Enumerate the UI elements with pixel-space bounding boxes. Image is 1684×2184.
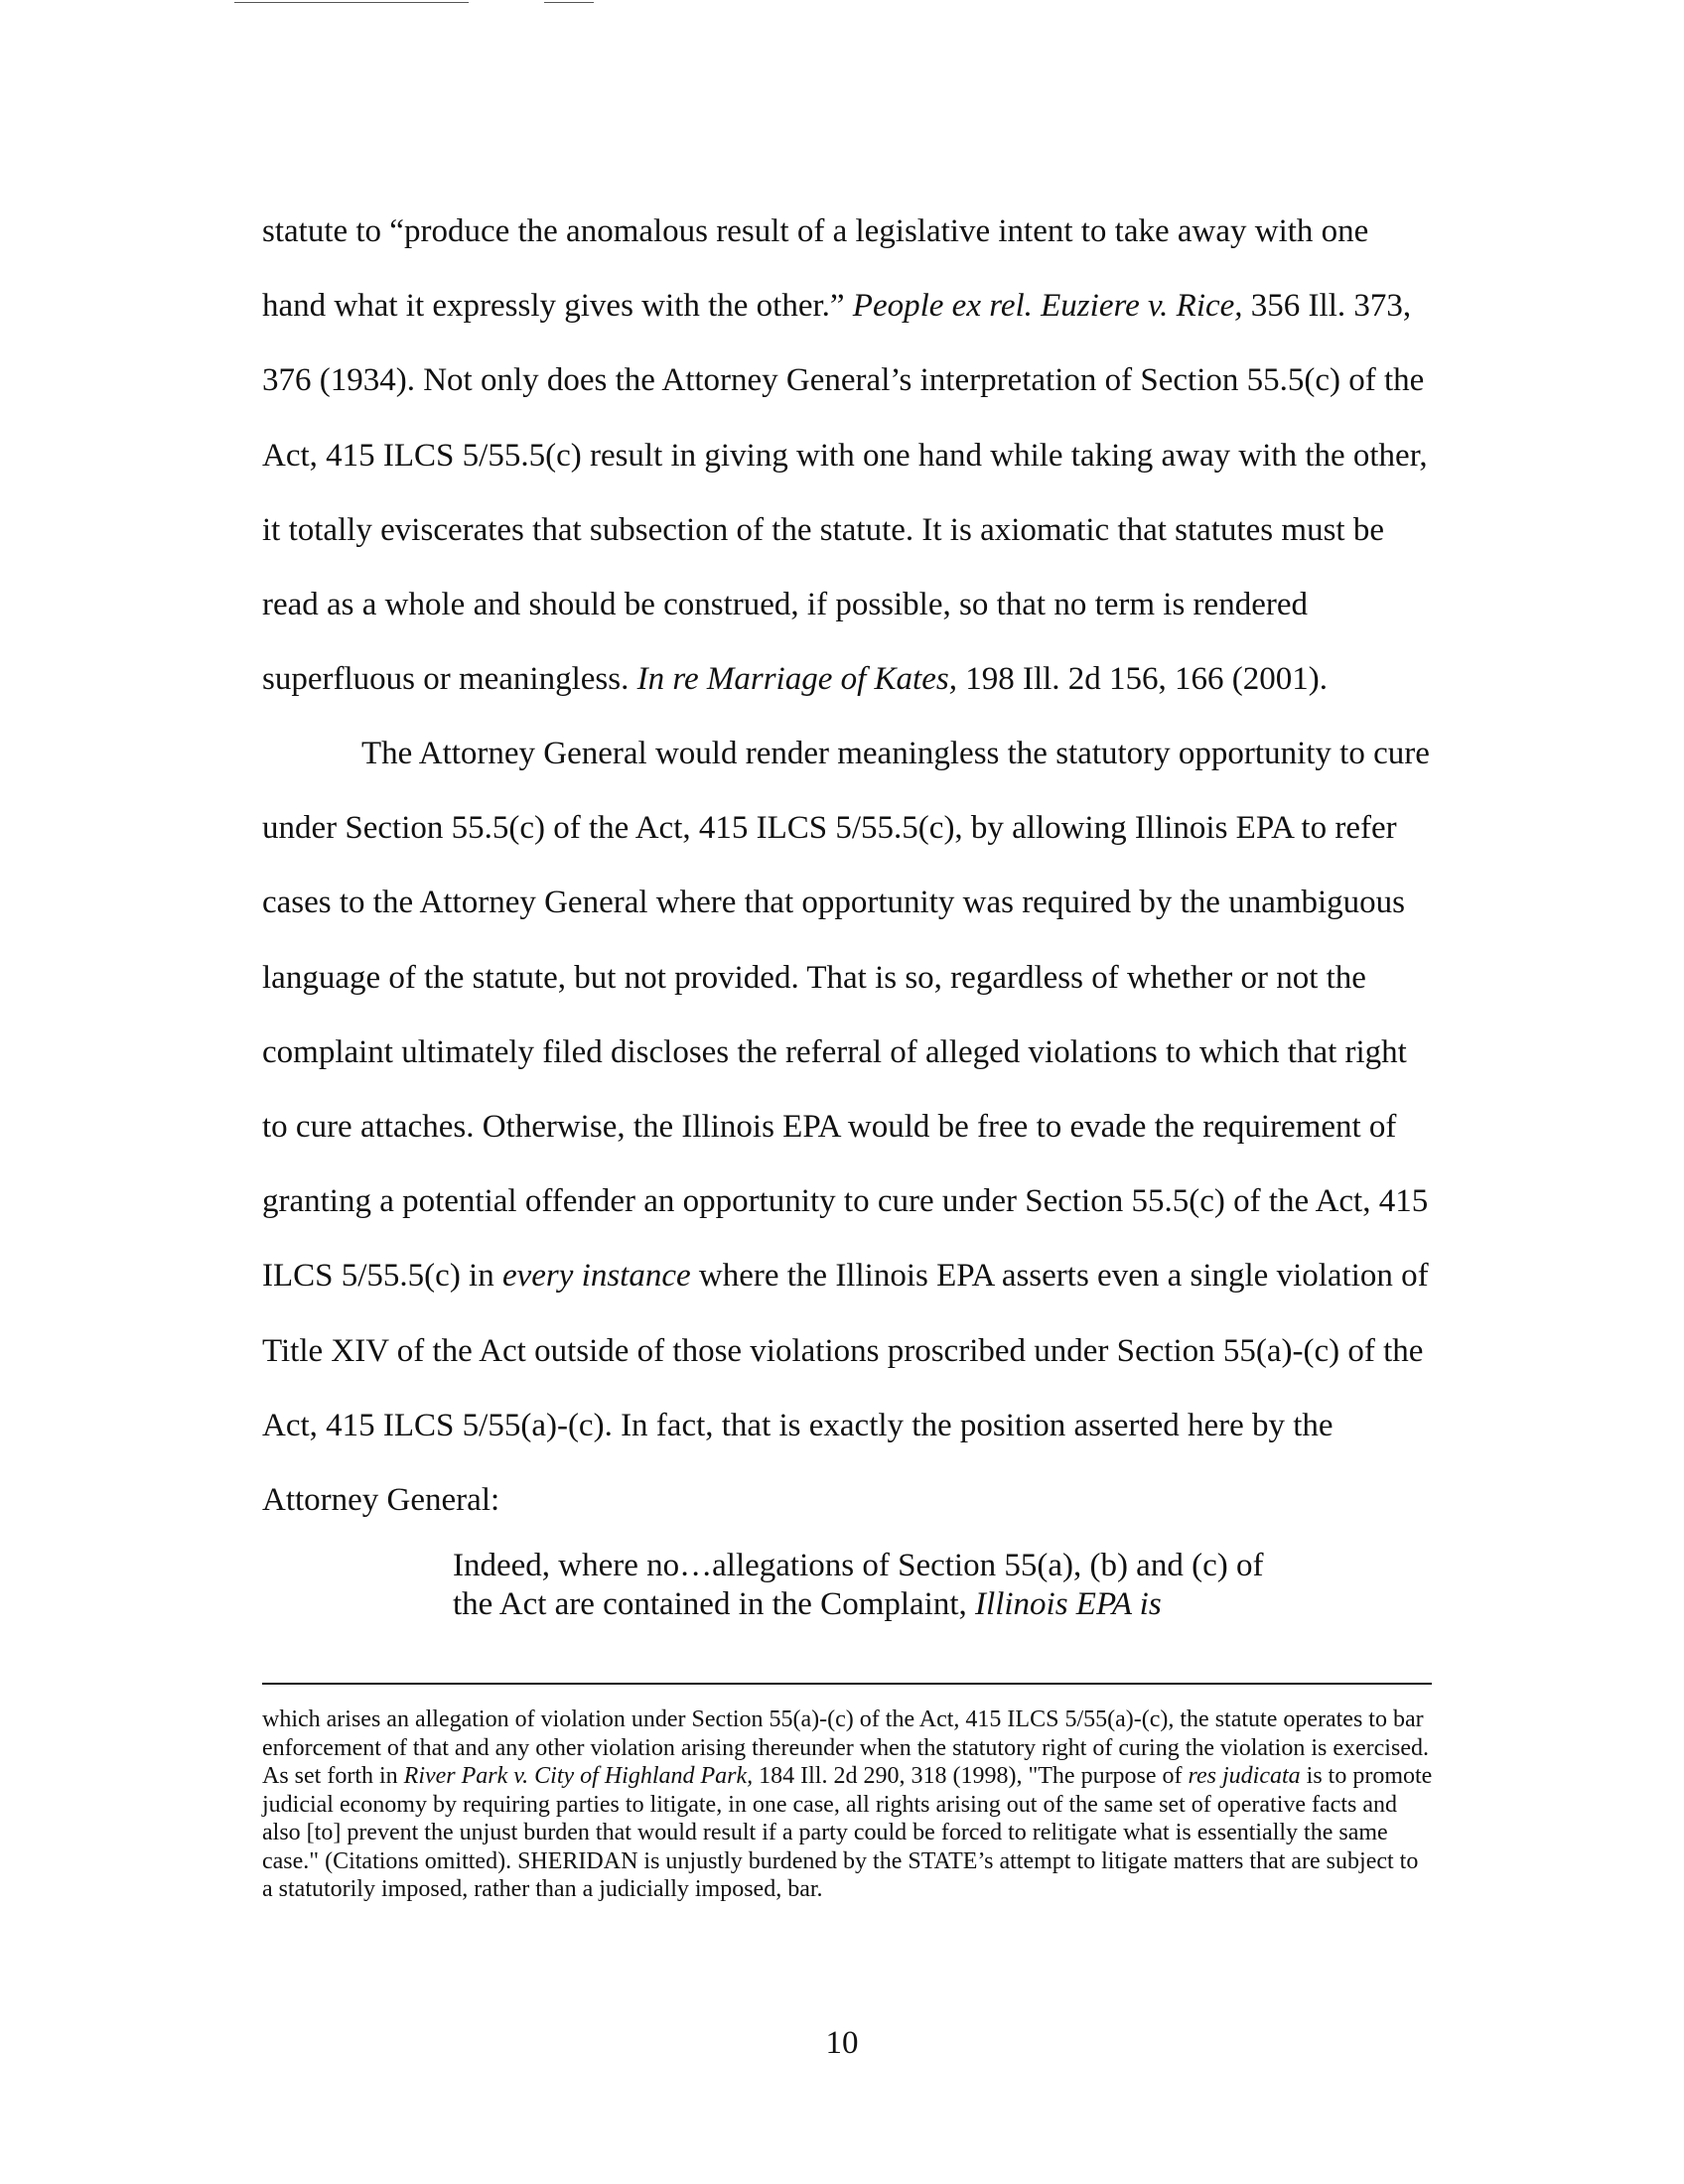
text-run: is to promote judicial economy by requiring parties to litigate, in one case, all rights arising out of the same set of operative facts and also [to] prevent the unjust burden that would result if a party could be forced to relitigate what is essentially the same case." (Citations omitted). SHERIDAN is unjustly burdened by the STATE’s attempt to litigate matters that are subject to a statutorily imposed, rather than a judicially imposed, bar. (262, 1763, 1433, 1902)
scan-artifact-line (544, 2, 594, 3)
text-run: 198 Ill. 2d 156, 166 (2001). (956, 661, 1329, 698)
case-citation: River Park v. City of Highland Park, (403, 1763, 754, 1789)
text-run: where the Illinois EPA asserts even a single violation of Title XIV of the Act outside of those violations proscribed under Section 55(a)-(c) of the Act, 415 ILCS 5/55(a)-(c). In fact, that is exactly the position asserted here by the Attorney General: (262, 1258, 1429, 1519)
case-citation: People ex rel. Euziere v. Rice, (852, 288, 1243, 325)
footnote-divider (262, 1683, 1432, 1685)
body-paragraph-2 (262, 717, 1434, 1538)
body-paragraph-1 (262, 195, 1434, 717)
footnote (262, 1706, 1434, 1904)
text-run: which arises an allegation of violation under Section 55(a)-(c) of the Act, 415 ILCS 5/55(a)-(c), the statute operates to bar enforcement of that and any other violation arising thereunder when the statutory right of curing the violation is exercised. As set forth in (262, 1706, 1429, 1789)
emphasis: every instance (501, 1258, 691, 1295)
block-quote (453, 1547, 1277, 1624)
scan-artifact-line (234, 2, 469, 3)
text-run: 356 Ill. 373, 376 (1934). Not only does the Attorney General’s interpretation of Section 55.5(c) of the Act, 415 ILCS 5/55.5(c) result in giving with one hand while taking away with the other, it totally eviscerates that subsection of the statute. It is axiomatic that statutes must be read as a whole and should be construed, if possible, so that no term is rendered superfluous or meaningless. (262, 288, 1428, 698)
page-number: 10 (825, 2025, 859, 2061)
text-run: statute to “produce the anomalous result of a legislative intent to take away with one hand what it expressly gives with the other.” (262, 213, 1369, 325)
emphasis: Illinois EPA is (975, 1586, 1162, 1622)
text-run: 184 Ill. 2d 290, 318 (1998), "The purpose of (753, 1763, 1189, 1789)
emphasis: res judicata (1188, 1763, 1301, 1789)
text-run: Indeed, where no…allegations of Section 55(a), (b) and (c) of the Act are contained in the Complaint, (453, 1548, 1264, 1622)
case-citation: In re Marriage of Kates, (636, 661, 957, 698)
text-run: The Attorney General would render meaningless the statutory opportunity to cure under Section 55.5(c) of the Act, 415 ILCS 5/55.5(c), by allowing Illinois EPA to refer cases to the Attorney General where that opportunity was required by the unambiguous language of the statute, but not provided. That is so, regardless of whether or not the complaint ultimately filed discloses the referral of alleged violations to which that right to cure attaches. Otherwise, the Illinois EPA would be free to evade the requirement of granting a potential offender an opportunity to cure under Section 55.5(c) of the Act, 415 ILCS 5/55.5(c) in (262, 736, 1430, 1295)
